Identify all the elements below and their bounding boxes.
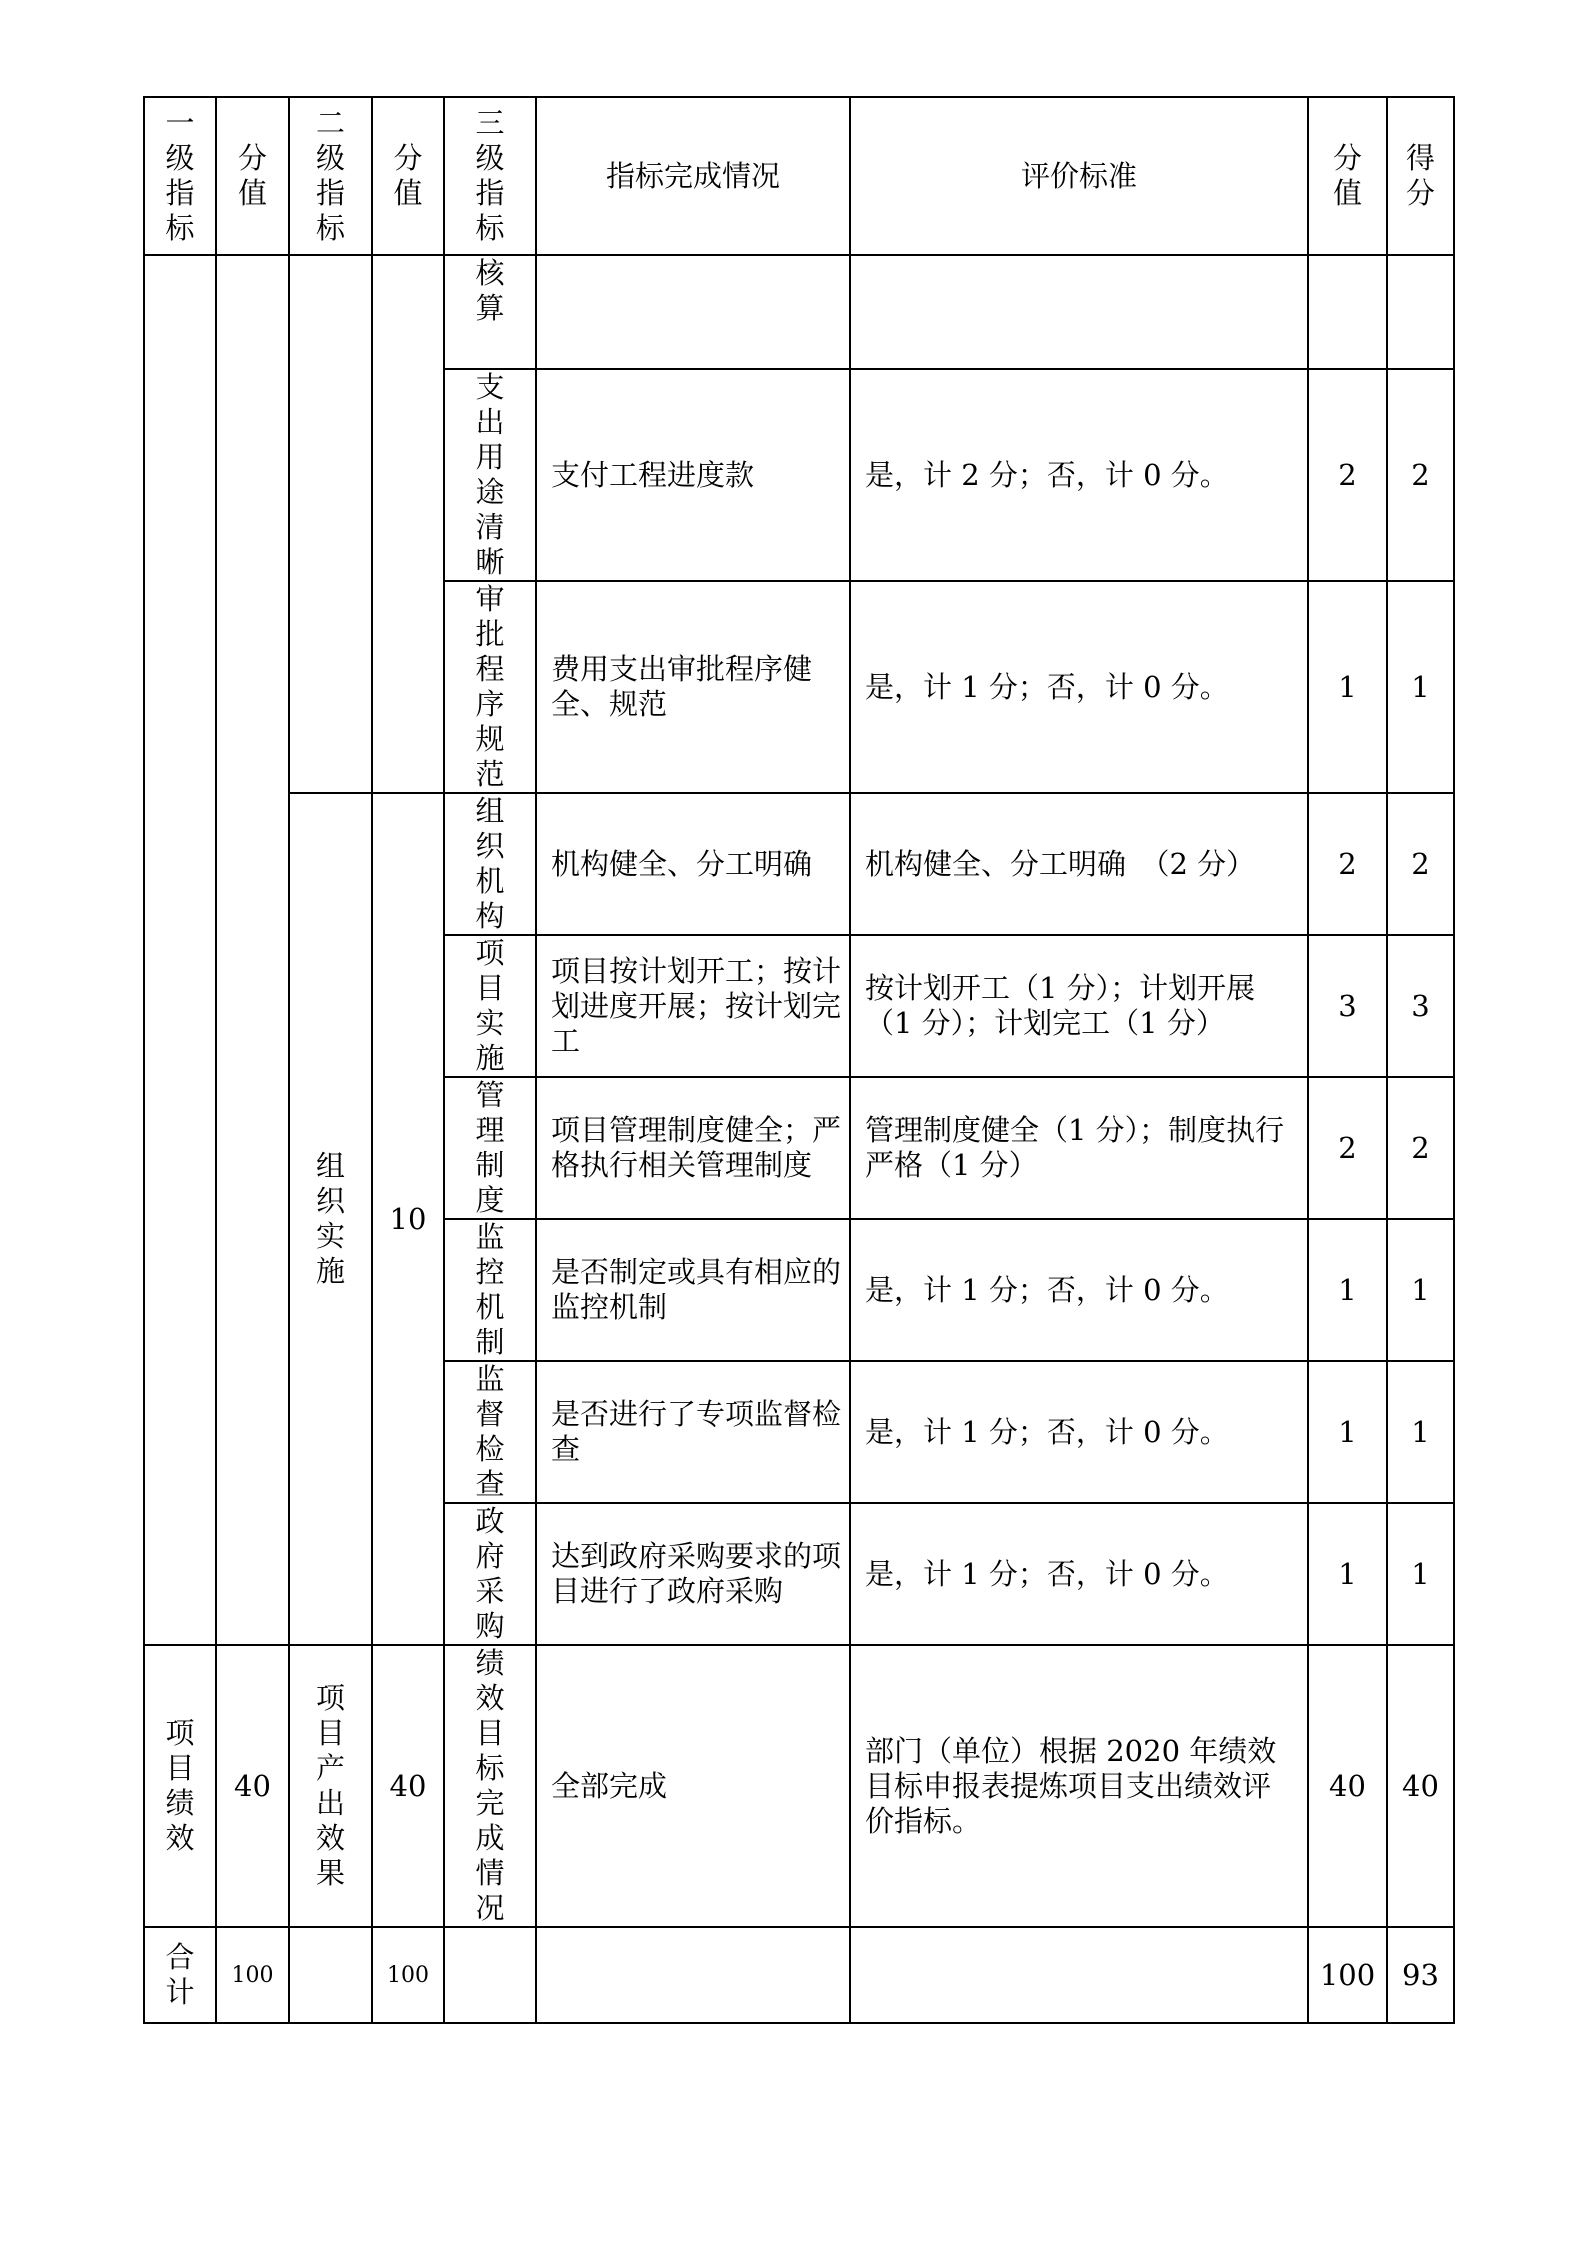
- header-gained: 得分: [1387, 97, 1454, 255]
- score1-cell-empty: [216, 255, 289, 1645]
- score-cell: 1: [1308, 1361, 1387, 1503]
- level3-cell: 政府采购: [444, 1503, 536, 1645]
- level3-cell: 审批程序规范: [444, 581, 536, 793]
- score-cell: [1308, 255, 1387, 369]
- level2-cell-perf: 项目产出效果: [289, 1645, 372, 1927]
- score2-cell-perf: 40: [372, 1645, 444, 1927]
- gained-cell: 1: [1387, 581, 1454, 793]
- level3-cell: 监控机制: [444, 1219, 536, 1361]
- completion-cell: 机构健全、分工明确: [536, 793, 850, 935]
- completion-cell: 项目管理制度健全；严格执行相关管理制度: [536, 1077, 850, 1219]
- gained-cell: 3: [1387, 935, 1454, 1077]
- gained-cell: 1: [1387, 1361, 1454, 1503]
- level3-cell: 管理制度: [444, 1077, 536, 1219]
- total-row: [144, 1927, 1454, 2023]
- gained-cell: 2: [1387, 1077, 1454, 1219]
- gained-cell: 2: [1387, 793, 1454, 935]
- total-score3: 100: [1308, 1927, 1387, 2023]
- performance-score-table: [143, 96, 1455, 2024]
- header-score1: 分值: [216, 97, 289, 255]
- level3-cell: 核算: [444, 255, 536, 369]
- completion-cell: 是否制定或具有相应的监控机制: [536, 1219, 850, 1361]
- header-row: [144, 97, 1454, 255]
- total-level2-empty: [289, 1927, 372, 2023]
- criteria-cell: 部门（单位）根据 2020 年绩效目标申报表提炼项目支出绩效评价指标。: [850, 1645, 1308, 1927]
- criteria-cell: 是，计 1 分；否，计 0 分。: [850, 1361, 1308, 1503]
- score-cell: 2: [1308, 369, 1387, 581]
- completion-cell: 支付工程进度款: [536, 369, 850, 581]
- header-level2: 二级指标: [289, 97, 372, 255]
- criteria-cell: 按计划开工（1 分）；计划开展（1 分）；计划完工（1 分）: [850, 935, 1308, 1077]
- gained-cell: 40: [1387, 1645, 1454, 1927]
- table-row: [144, 1645, 1454, 1927]
- score-cell: 2: [1308, 793, 1387, 935]
- total-level3-empty: [444, 1927, 536, 2023]
- completion-cell: 达到政府采购要求的项目进行了政府采购: [536, 1503, 850, 1645]
- level3-cell: 监督检查: [444, 1361, 536, 1503]
- completion-cell: 全部完成: [536, 1645, 850, 1927]
- level2-cell-empty: [289, 255, 372, 793]
- total-score1: 100: [216, 1927, 289, 2023]
- score-cell: 40: [1308, 1645, 1387, 1927]
- criteria-cell: 是，计 2 分；否，计 0 分。: [850, 369, 1308, 581]
- completion-cell: 项目按计划开工；按计划进度开展；按计划完工: [536, 935, 850, 1077]
- total-score2: 100: [372, 1927, 444, 2023]
- header-criteria: 评价标准: [850, 97, 1308, 255]
- criteria-cell: 机构健全、分工明确 （2 分）: [850, 793, 1308, 935]
- criteria-cell: [850, 255, 1308, 369]
- level3-cell: 组织机构: [444, 793, 536, 935]
- gained-cell: [1387, 255, 1454, 369]
- level3-cell: 项目实施: [444, 935, 536, 1077]
- gained-cell: 1: [1387, 1219, 1454, 1361]
- table-row: [144, 793, 1454, 935]
- total-gained: 93: [1387, 1927, 1454, 2023]
- level1-cell-perf: 项目绩效: [144, 1645, 216, 1927]
- criteria-cell: 是，计 1 分；否，计 0 分。: [850, 1219, 1308, 1361]
- criteria-cell: 是，计 1 分；否，计 0 分。: [850, 581, 1308, 793]
- score-cell: 1: [1308, 1503, 1387, 1645]
- header-score2: 分值: [372, 97, 444, 255]
- total-completion-empty: [536, 1927, 850, 2023]
- score-cell: 2: [1308, 1077, 1387, 1219]
- score-cell: 1: [1308, 1219, 1387, 1361]
- header-level3: 三级指标: [444, 97, 536, 255]
- score2-cell-org: 10: [372, 793, 444, 1645]
- header-score3: 分值: [1308, 97, 1387, 255]
- criteria-cell: 是，计 1 分；否，计 0 分。: [850, 1503, 1308, 1645]
- header-level1: 一级指标: [144, 97, 216, 255]
- level1-cell-empty: [144, 255, 216, 1645]
- score1-cell-perf: 40: [216, 1645, 289, 1927]
- score-cell: 1: [1308, 581, 1387, 793]
- header-completion: 指标完成情况: [536, 97, 850, 255]
- completion-cell: [536, 255, 850, 369]
- level3-cell: 支出用途清晰: [444, 369, 536, 581]
- total-label: 合计: [144, 1927, 216, 2023]
- score2-cell-empty: [372, 255, 444, 793]
- total-criteria-empty: [850, 1927, 1308, 2023]
- gained-cell: 1: [1387, 1503, 1454, 1645]
- table-row: [144, 255, 1454, 369]
- level2-cell-org: 组织实施: [289, 793, 372, 1645]
- completion-cell: 是否进行了专项监督检查: [536, 1361, 850, 1503]
- score-cell: 3: [1308, 935, 1387, 1077]
- completion-cell: 费用支出审批程序健全、规范: [536, 581, 850, 793]
- gained-cell: 2: [1387, 369, 1454, 581]
- criteria-cell: 管理制度健全（1 分）；制度执行严格（1 分）: [850, 1077, 1308, 1219]
- level3-cell: 绩效目标完成情况: [444, 1645, 536, 1927]
